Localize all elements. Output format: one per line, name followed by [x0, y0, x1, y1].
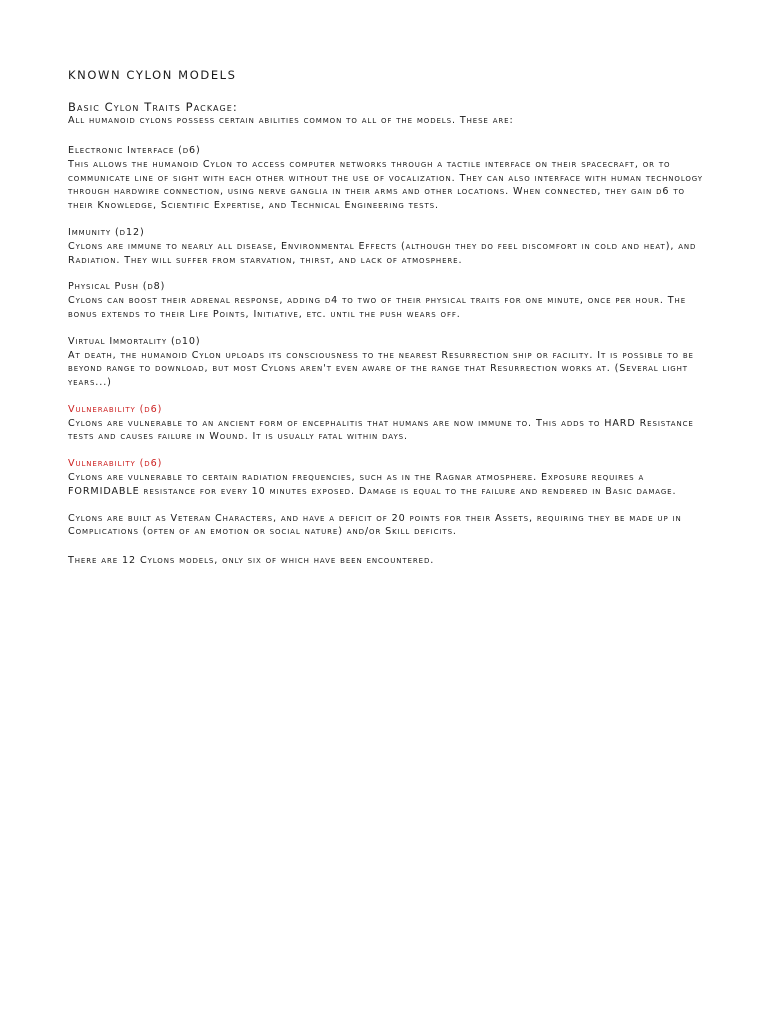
trait-physical-push: [68, 280, 708, 321]
document-page: [68, 68, 708, 583]
trait-description: This allows the humanoid Cylon to access computer networks through a tactile interface on their spacecraft, or to communicate line of sight with each other without the use of vocalization. They can also interface with human technology through hardwire connection, using nerve ganglia in their arms and other locations. When connected, they gain d6 to their Knowledge, Scientific Expertise, and Technical Engineering tests.: [68, 159, 703, 212]
trait-description: Cylons are immune to nearly all disease, Environmental Effects (although they do feel discomfort in cold and heat), and Radiation. They will suffer from starvation, thirst, and lack of atmosphere.: [68, 240, 697, 266]
trait-vulnerability-radiation: [68, 457, 708, 498]
trait-virtual-immortality: [68, 335, 708, 390]
trait-name-vulnerability: Vulnerability (d6): [68, 458, 163, 470]
veteran-characters-paragraph: Cylons are built as Veteran Characters, and have a deficit of 20 points for their Assets, requiring they be made up in Complications (often of an emotion or social nature) and/or Skill deficits.: [68, 512, 682, 538]
package-heading: Basic Cylon Traits Package:: [68, 100, 238, 114]
trait-name: Physical Push (d8): [68, 281, 166, 293]
trait-immunity: [68, 226, 708, 267]
cylon-models-count-paragraph: There are 12 Cylons models, only six of which have been encountered.: [68, 554, 435, 566]
trait-description: Cylons can boost their adrenal response, adding d4 to two of their physical traits for one minute, once per hour. The bonus extends to their Life Points, Initiative, etc. until the push wears off.: [68, 295, 687, 320]
trait-description: Cylons are vulnerable to an ancient form of encephalitis that humans are now immune to. This adds to HARD Resistance tests and causes failure in Wound. It is usually fatal within days.: [68, 417, 694, 443]
trait-vulnerability-encephalitis: [68, 403, 708, 444]
document-title: KNOWN CYLON MODELS: [68, 68, 237, 82]
trait-description: Cylons are vulnerable to certain radiation frequencies, such as in the Ragnar atmosphere. Exposure requires a FORMIDABLE resistance for every 10 minutes exposed. Damage is equal to the failure and rendered in Basic damage.: [68, 472, 677, 497]
trait-name: Electronic Interface (d6): [68, 145, 201, 156]
trait-name-vulnerability: Vulnerability (d6): [68, 403, 163, 415]
trait-name: Immunity (d12): [68, 226, 145, 238]
trait-electronic-interface: [68, 144, 708, 213]
trait-name: Virtual Immortality (d10): [68, 335, 201, 347]
trait-description: At death, the humanoid Cylon uploads its consciousness to the nearest Resurrection ship or facility. It is possible to be beyond range to download, but most Cylons aren't even aware of the range that Resurrection works at. (Several light years...): [68, 349, 694, 389]
intro-paragraph: All humanoid cylons possess certain abilities common to all of the models. These are:: [68, 115, 514, 126]
